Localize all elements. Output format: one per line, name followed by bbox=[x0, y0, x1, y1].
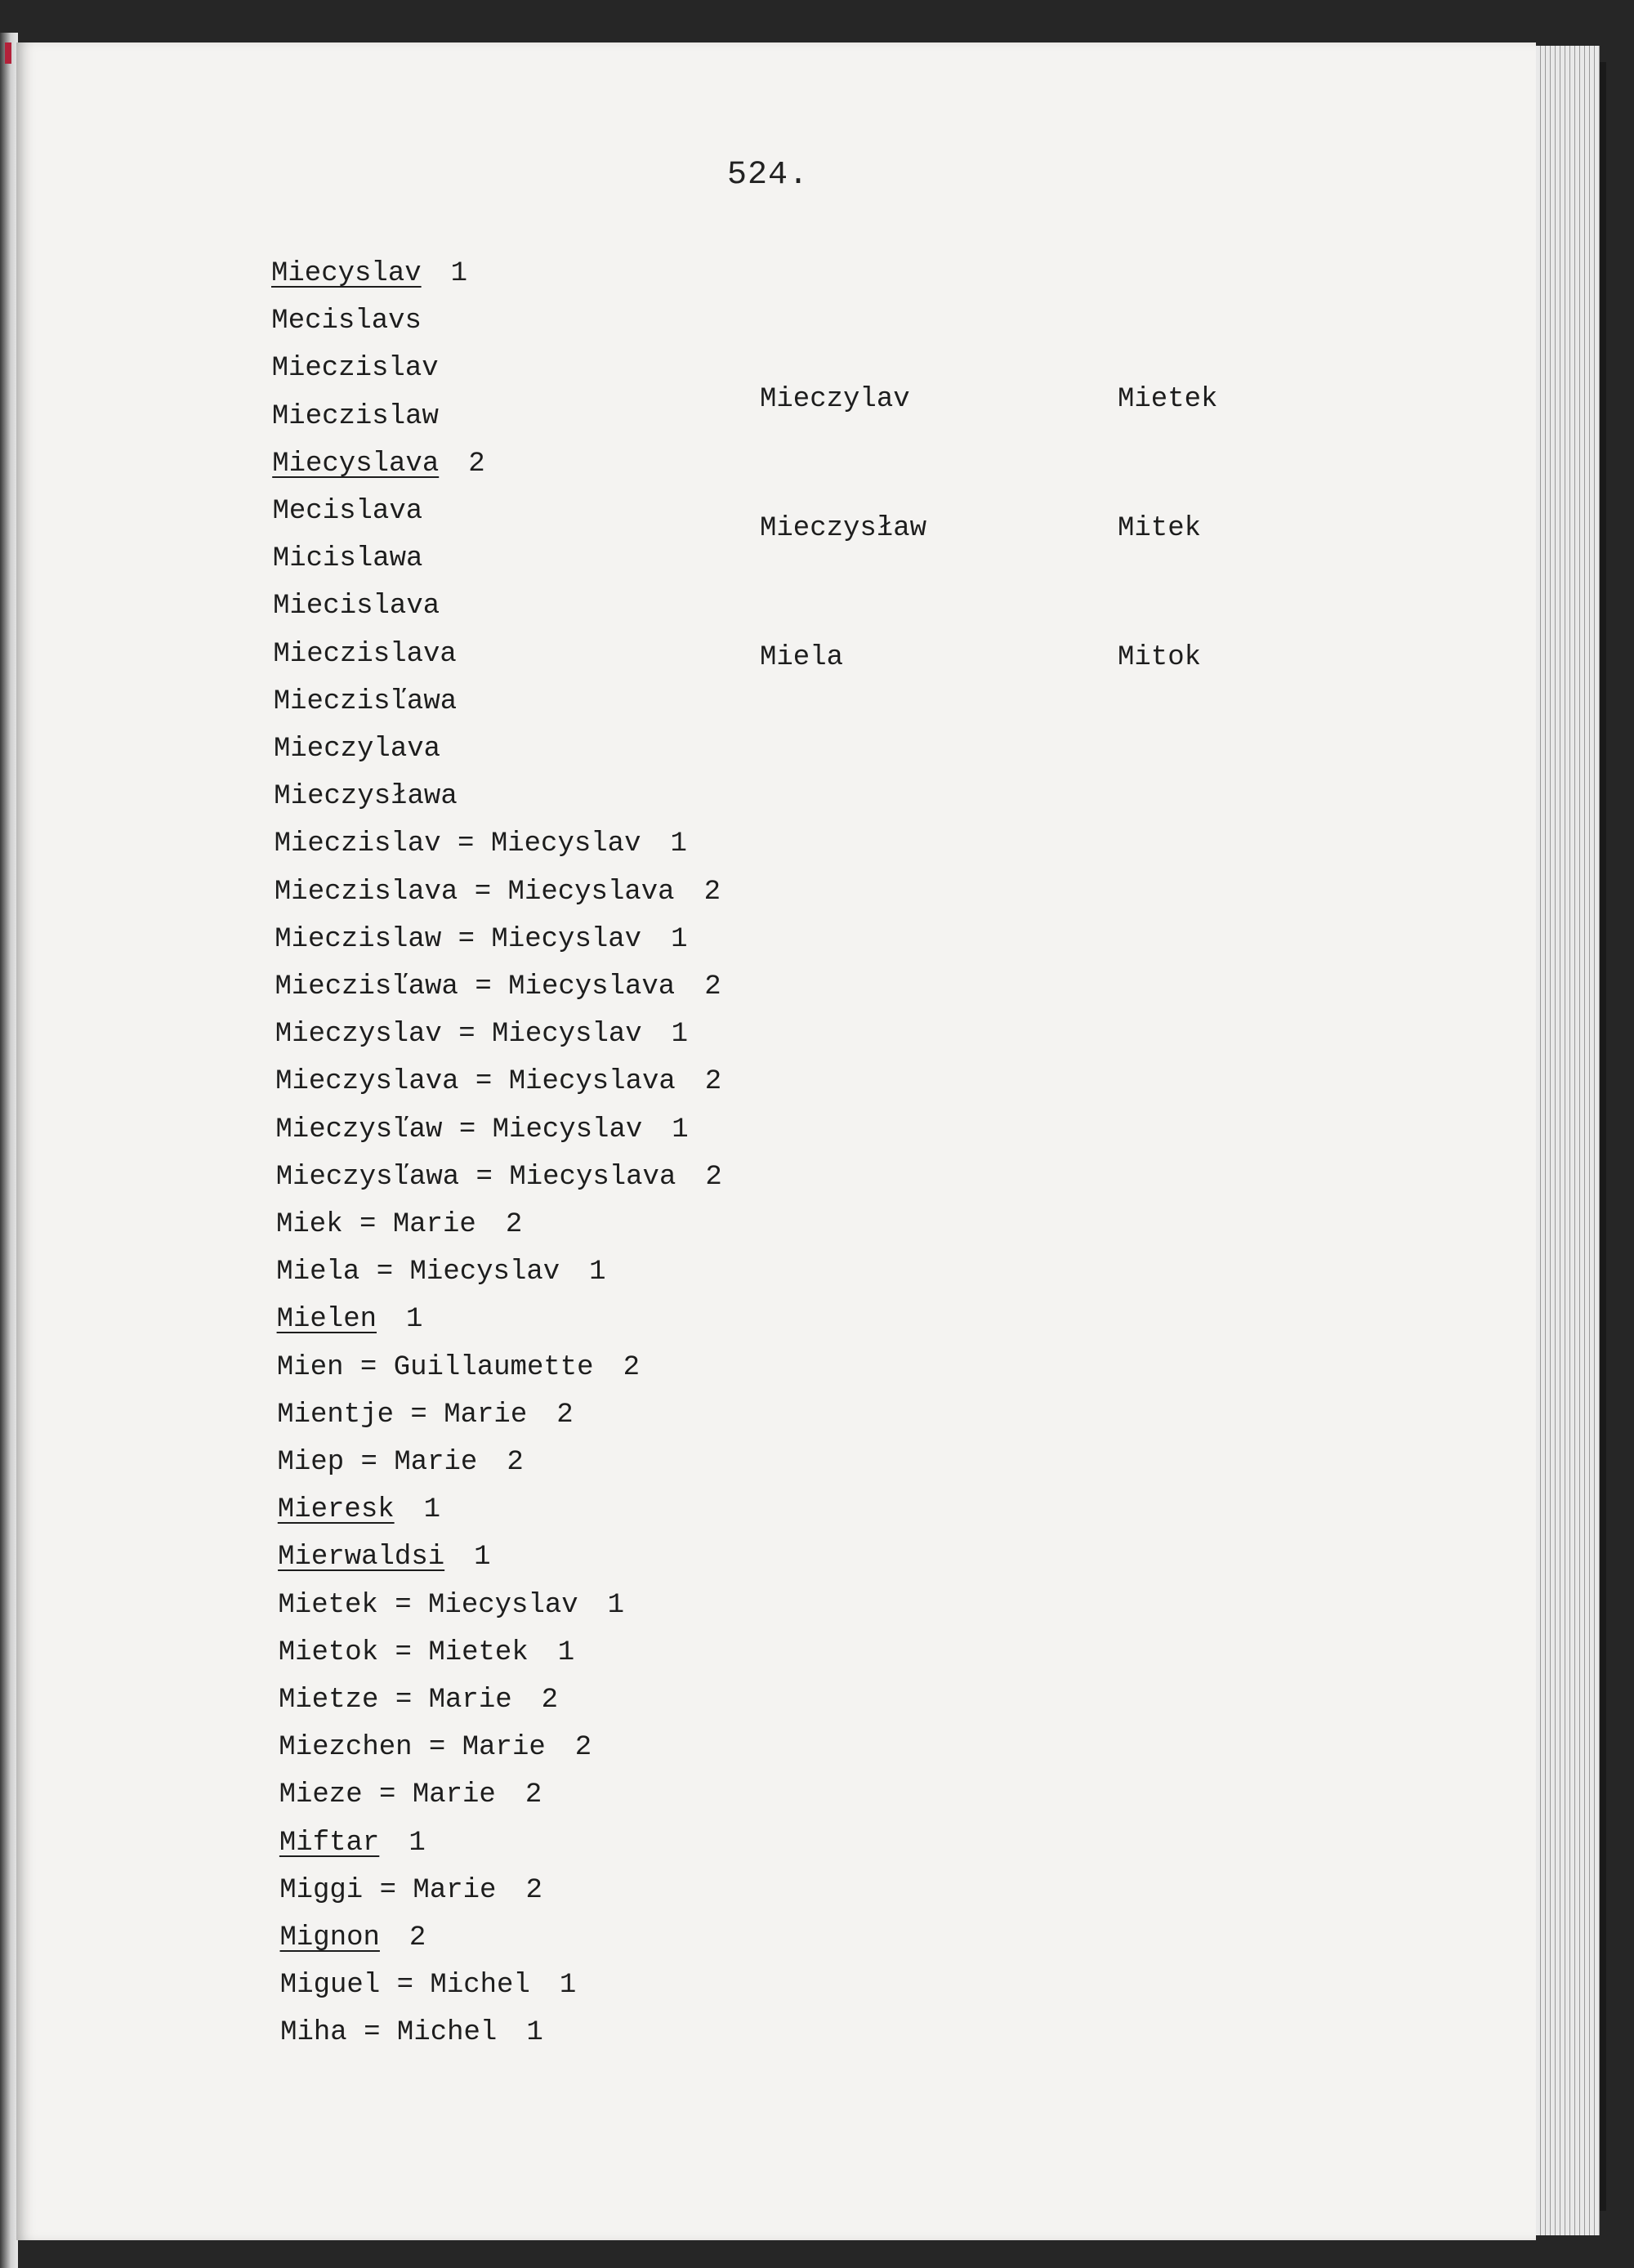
list-entry bbox=[277, 1299, 423, 1340]
entry-number: 2 bbox=[704, 1066, 722, 1098]
variant-item: Mitok bbox=[1118, 642, 1202, 673]
entry-name: Miecislava bbox=[273, 591, 440, 623]
list-entry bbox=[275, 967, 721, 1007]
list-entry bbox=[273, 538, 423, 579]
entry-name: Mieczysľawa = Miecyslava bbox=[275, 1161, 676, 1193]
entry-name: Miha = Michel bbox=[280, 2017, 498, 2049]
book-page bbox=[16, 42, 1536, 2240]
entry-name: Miep = Marie bbox=[277, 1447, 478, 1478]
entry-name: Mieczislava = Miecyslava bbox=[274, 876, 675, 908]
entry-name: Mierwaldsi bbox=[278, 1542, 445, 1574]
list-entry bbox=[275, 1061, 721, 1102]
entry-name: Miguel = Michel bbox=[279, 1970, 530, 2002]
entry-name: Mieze = Marie bbox=[279, 1779, 496, 1811]
entry-name: Miek = Marie bbox=[276, 1209, 476, 1240]
entry-name: Mien = Guillaumette bbox=[276, 1351, 594, 1383]
entry-number: 2 bbox=[623, 1351, 640, 1383]
list-entry bbox=[273, 586, 440, 627]
entry-name: Mieczislav = Miecyslav bbox=[274, 828, 641, 860]
entry-number: 2 bbox=[468, 448, 485, 480]
entry-number: 1 bbox=[408, 1827, 426, 1859]
entry-number: 1 bbox=[671, 1019, 689, 1051]
list-entry bbox=[272, 444, 484, 484]
entry-number: 2 bbox=[525, 1779, 542, 1811]
list-entry bbox=[275, 1109, 688, 1150]
list-entry bbox=[279, 1823, 426, 1864]
list-entry bbox=[280, 1918, 426, 1958]
variant-item: Mitek bbox=[1118, 513, 1202, 544]
list-entry bbox=[274, 681, 457, 722]
list-entry bbox=[280, 1965, 576, 2006]
entry-number: 1 bbox=[406, 1304, 423, 1336]
list-entry bbox=[271, 253, 467, 294]
entry-name: Mieczislaw = Miecyslav bbox=[275, 923, 642, 955]
list-entry bbox=[275, 872, 721, 913]
entry-number: 1 bbox=[607, 1589, 625, 1621]
entry-name: Mietek = Miecyslav bbox=[278, 1589, 578, 1621]
entry-number: 1 bbox=[450, 258, 468, 289]
entry-number: 1 bbox=[557, 1636, 575, 1668]
book-left-edge bbox=[0, 33, 18, 2268]
entry-name: Mietze = Marie bbox=[279, 1685, 512, 1716]
entry-name: Mieczislaw bbox=[271, 400, 439, 432]
entry-name: Miftar bbox=[279, 1827, 380, 1859]
entry-name: Mignon bbox=[279, 1922, 380, 1953]
entry-name: Mieczislav bbox=[271, 353, 439, 385]
entry-name: Mieczyslava = Miecyslava bbox=[275, 1066, 676, 1098]
entry-name: Miezchen = Marie bbox=[279, 1732, 546, 1764]
list-entry bbox=[279, 1870, 542, 1911]
list-entry bbox=[280, 2012, 543, 2053]
entry-number: 2 bbox=[705, 1161, 722, 1193]
entry-name: Mieczylava bbox=[274, 734, 441, 765]
variant-column-c bbox=[1118, 297, 1217, 760]
list-entry bbox=[272, 396, 439, 437]
list-entry bbox=[273, 491, 423, 532]
page-edges bbox=[1536, 46, 1600, 2235]
list-entry bbox=[275, 919, 687, 960]
list-entry bbox=[278, 1585, 624, 1626]
entry-name: Mieczislava bbox=[273, 638, 457, 670]
list-entry bbox=[274, 776, 457, 817]
entry-name: Mieresk bbox=[277, 1494, 395, 1526]
entry-name: Mieczisľawa = Miecyslava bbox=[275, 971, 676, 1002]
entry-name: Mielen bbox=[276, 1304, 377, 1336]
list-entry bbox=[271, 301, 422, 342]
entry-name: Miela = Miecyslav bbox=[276, 1257, 560, 1288]
entry-number: 2 bbox=[704, 971, 721, 1002]
entry-name: Mieczysława bbox=[274, 781, 458, 813]
entry-number: 1 bbox=[670, 828, 687, 860]
list-entry bbox=[272, 348, 439, 389]
page-number: 524. bbox=[727, 157, 810, 194]
entry-number: 1 bbox=[672, 1114, 689, 1145]
entry-name: Mieczysľaw = Miecyslav bbox=[275, 1114, 643, 1145]
entry-number: 1 bbox=[474, 1542, 491, 1574]
entry-name: Micislawa bbox=[272, 543, 423, 575]
entry-number: 2 bbox=[556, 1399, 574, 1431]
list-entry bbox=[277, 1347, 640, 1388]
entry-number: 1 bbox=[589, 1257, 606, 1288]
variant-column-b bbox=[760, 297, 926, 760]
entry-number: 2 bbox=[408, 1922, 426, 1953]
entry-name: Miecyslava bbox=[272, 448, 440, 480]
list-entry bbox=[274, 729, 440, 770]
list-entry bbox=[276, 1157, 722, 1198]
entry-number: 2 bbox=[541, 1685, 559, 1716]
list-entry bbox=[278, 1442, 524, 1483]
list-entry bbox=[278, 1489, 440, 1530]
entry-number: 2 bbox=[505, 1209, 523, 1240]
entry-name: Mecislava bbox=[272, 496, 423, 527]
variant-item: Miela bbox=[760, 642, 844, 673]
variant-item: Mieczysław bbox=[760, 513, 927, 544]
entry-number: 2 bbox=[703, 876, 721, 908]
entry-name: Miggi = Marie bbox=[279, 1874, 497, 1906]
variant-item: Mieczylav bbox=[760, 384, 910, 415]
entry-name: Mecislavs bbox=[271, 306, 422, 337]
list-entry bbox=[279, 1775, 542, 1815]
entry-name: Mietok = Mietek bbox=[278, 1636, 529, 1668]
list-entry bbox=[277, 1395, 573, 1435]
variant-item: Mietek bbox=[1118, 384, 1218, 415]
entry-name: Mieczisľawa bbox=[273, 685, 458, 717]
list-entry bbox=[276, 1252, 605, 1292]
entry-number: 2 bbox=[574, 1732, 592, 1764]
entry-number: 2 bbox=[507, 1447, 524, 1478]
list-entry bbox=[276, 1204, 522, 1245]
entry-number: 1 bbox=[559, 1970, 577, 2002]
list-entry bbox=[279, 1680, 558, 1721]
entry-number: 2 bbox=[525, 1874, 542, 1906]
entry-name: Mieczyslav = Miecyslav bbox=[275, 1019, 642, 1051]
entry-number: 1 bbox=[671, 923, 688, 955]
list-entry bbox=[279, 1632, 574, 1673]
entry-number: 1 bbox=[423, 1494, 441, 1526]
list-entry bbox=[278, 1537, 490, 1578]
entry-name: Miecyslav bbox=[271, 258, 422, 289]
list-entry bbox=[275, 824, 687, 864]
list-entry bbox=[279, 1727, 592, 1768]
list-entry bbox=[275, 1014, 688, 1055]
entry-number: 1 bbox=[526, 2017, 543, 2049]
bookmark-ribbon bbox=[5, 42, 11, 64]
entry-name: Mientje = Marie bbox=[277, 1399, 528, 1431]
list-entry bbox=[273, 634, 456, 675]
